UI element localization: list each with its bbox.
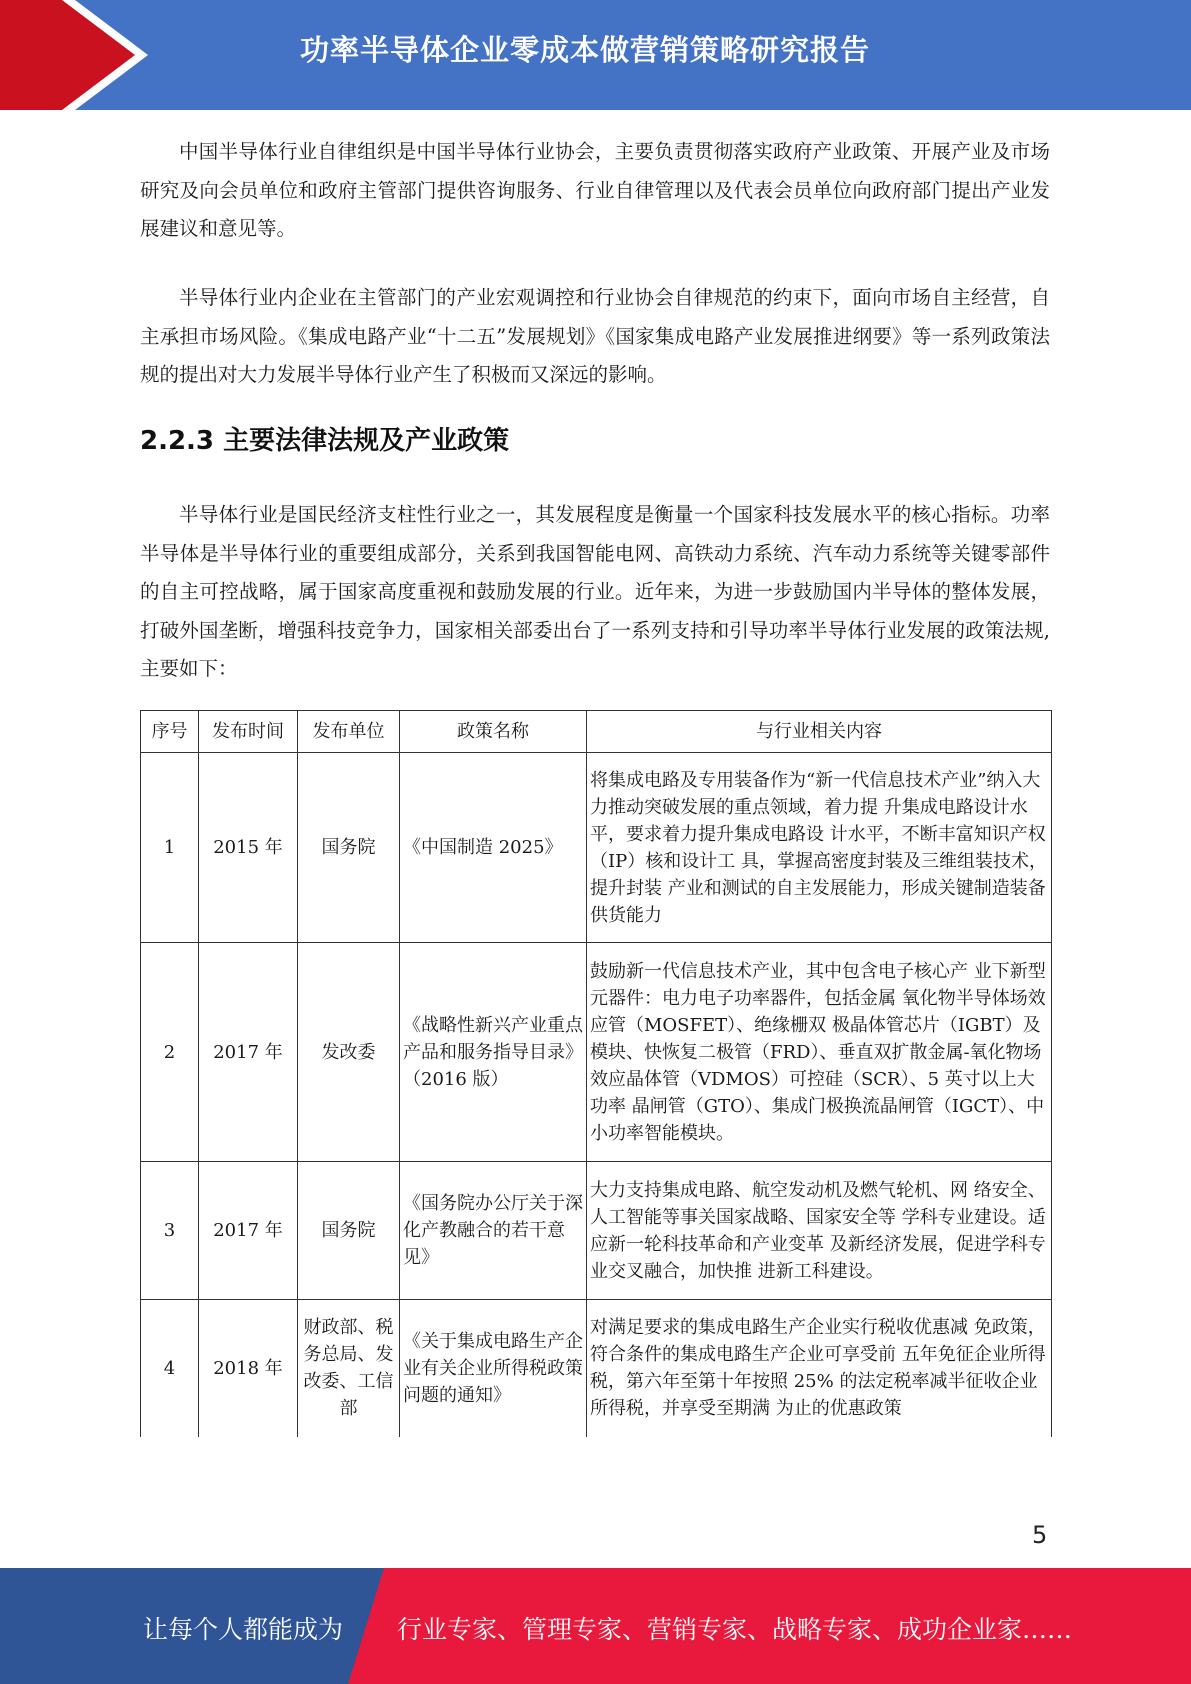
page-number: 5	[1032, 1521, 1048, 1549]
section-heading: 2.2.3 主要法律法规及产业政策	[140, 426, 510, 456]
paragraph-industry-association: 中国半导体行业自律组织是中国半导体行业协会，主要负责贯彻落实政府产业政策、开展产业及市场研究及向会员单位和政府主管部门提供咨询服务、行业自律管理以及代表会员单位向政府部门提出产业发展建议和意见等。	[140, 140, 1050, 240]
cell-content: 对满足要求的集成电路生产企业实行税收优惠减 免政策，符合条件的集成电路生产企业可享受前 五年免征企业所得税，第六年至第十年按照 25% 的法定税率减半征收企业所得税，并享受至期满 为止的优惠政策	[587, 1300, 1052, 1437]
footer-slogan-right: 行业专家、管理专家、营销专家、战略专家、成功企业家……	[397, 1615, 1073, 1644]
header-banner	[0, 0, 1191, 110]
cell-issuer: 发改委	[298, 943, 400, 1162]
cell-no: 2	[141, 943, 199, 1162]
table-row	[141, 943, 1052, 1162]
cell-policy: 《关于集成电路生产企业有关企业所得税政策问题的通知》	[400, 1300, 587, 1437]
paragraph-policy-intro: 半导体行业是国民经济支柱性行业之一，其发展程度是衡量一个国家科技发展水平的核心指标。功率半导体是半导体行业的重要组成部分，关系到我国智能电网、高铁动力系统、汽车动力系统等关键零部件的自主可控战略，属于国家高度重视和鼓励发展的行业。近年来，为进一步鼓励国内半导体的整体发展，打破外国垄断，增强科技竞争力，国家相关部委出台了一系列支持和引导功率半导体行业发展的政策法规,主要如下：	[140, 503, 1050, 680]
header-cell-date: 发布时间	[199, 711, 298, 753]
table-row	[141, 753, 1052, 943]
cell-issuer: 财政部、税务总局、发改委、工信部	[298, 1300, 400, 1437]
cell-no: 3	[141, 1162, 199, 1300]
paragraph-market-regulation: 半导体行业内企业在主管部门的产业宏观调控和行业协会自律规范的约束下，面向市场自主经营，自主承担市场风险。《集成电路产业“十二五”发展规划》《国家集成电路产业发展推进纲要》等一系列政策法规的提出对大力发展半导体行业产生了积极而又深远的影响。	[140, 286, 1050, 386]
policy-table	[140, 710, 1052, 1437]
cell-date: 2015 年	[199, 753, 298, 943]
header-cell-issuer: 发布单位	[298, 711, 400, 753]
cell-date: 2017 年	[199, 943, 298, 1162]
cell-date: 2017 年	[199, 1162, 298, 1300]
table-row	[141, 1300, 1052, 1437]
table-row	[141, 1162, 1052, 1300]
table-header-row	[141, 711, 1052, 753]
footer-slogan-left: 让每个人都能成为	[143, 1615, 344, 1644]
cell-content: 鼓励新一代信息技术产业，其中包含电子核心产 业下新型元器件：电力电子功率器件，包括金属 氧化物半导体场效应管（MOSFET）、绝缘栅双 极晶体管芯片（IGBT）及模块、快恢复二极管（FRD）、垂直双扩散金属-氧化物场效应晶体管（VDMOS）可控硅（SCR）、5 英寸以上大功率 晶闸管（GTO）、集成门极换流晶闸管（IGCT）、中小功率智能模块。	[587, 943, 1052, 1162]
header-cell-content: 与行业相关内容	[587, 711, 1052, 753]
cell-no: 1	[141, 753, 199, 943]
header-cell-no: 序号	[141, 711, 199, 753]
cell-date: 2018 年	[199, 1300, 298, 1437]
footer-banner	[0, 1568, 1191, 1684]
header-cell-policy: 政策名称	[400, 711, 587, 753]
cell-policy: 《中国制造 2025》	[400, 753, 587, 943]
cell-content: 将集成电路及专用装备作为“新一代信息技术产业”纳入大力推动突破发展的重点领域，着力提 升集成电路设计水平，要求着力提升集成电路设 计水平，不断丰富知识产权（IP）核和设计工 具，掌握高密度封装及三维组装技术，提升封装 产业和测试的自主发展能力，形成关键制造装备 供货能力	[587, 753, 1052, 943]
cell-content: 大力支持集成电路、航空发动机及燃气轮机、网 络安全、人工智能等事关国家战略、国家安全等 学科专业建设。适应新一轮科技革命和产业变革 及新经济发展，促进学科专业交叉融合，加快推 进新工科建设。	[587, 1162, 1052, 1300]
cell-policy: 《国务院办公厅关于深化产教融合的若干意见》	[400, 1162, 587, 1300]
report-title: 功率半导体企业零成本做营销策略研究报告	[300, 33, 871, 67]
cell-no: 4	[141, 1300, 199, 1437]
cell-issuer: 国务院	[298, 753, 400, 943]
cell-policy: 《战略性新兴产业重点产品和服务指导目录》（2016 版）	[400, 943, 587, 1162]
cell-issuer: 国务院	[298, 1162, 400, 1300]
